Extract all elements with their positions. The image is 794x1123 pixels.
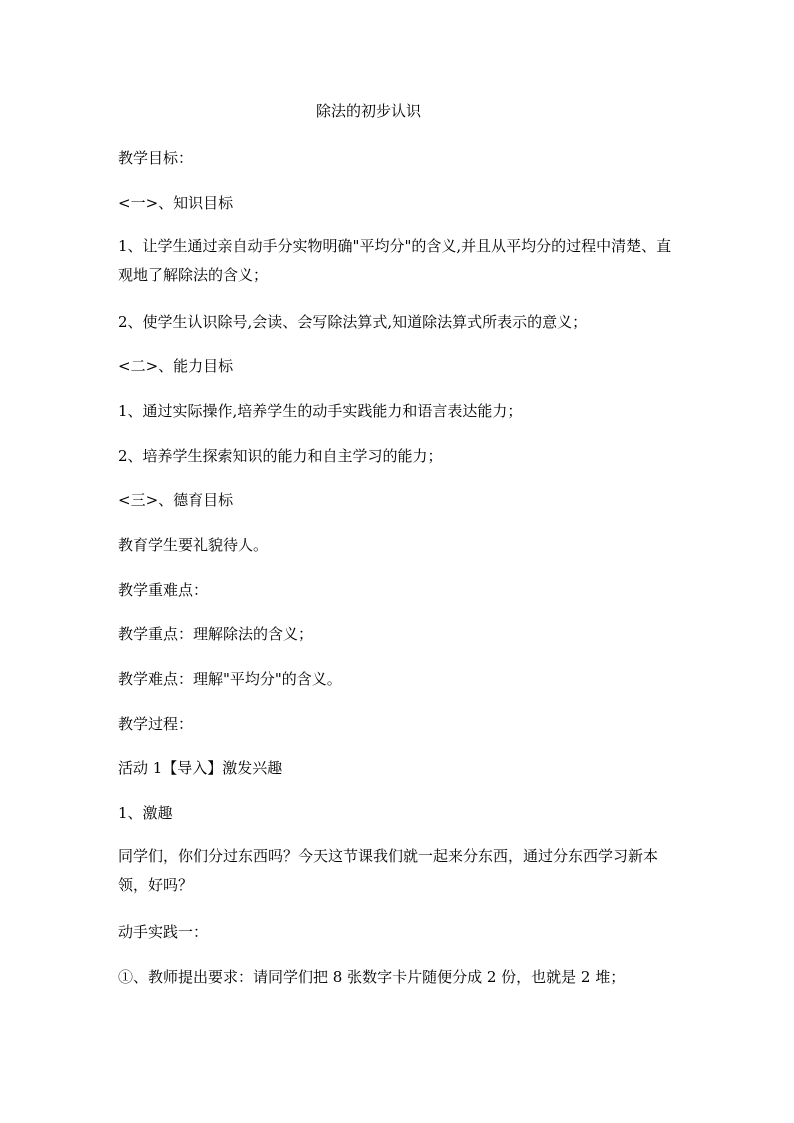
paragraph-moral-objective: <三>、德育目标 [118, 491, 234, 509]
paragraph-knowledge-objective: <一>、知识目标 [118, 194, 234, 212]
paragraph-knowledge-item-1: 1、让学生通过亲自动手分实物明确"平均分"的含义,并且从平均分的过程中清楚、直观地了解除法的含义； [118, 237, 672, 284]
paragraph-stimulate-interest: 1、激趣 [118, 804, 173, 822]
paragraph-ability-item-1: 1、通过实际操作,培养学生的动手实践能力和语言表达能力； [118, 402, 523, 420]
paragraph-knowledge-item-2: 2、使学生认识除号,会读、会写除法算式,知道除法算式所表示的意义； [118, 313, 588, 331]
paragraph-teaching-process: 教学过程： [118, 715, 194, 733]
paragraph-intro-question: 同学们，你们分过东西吗？今天这节课我们就一起来分东西，通过分东西学习新本领，好吗？ [118, 847, 659, 894]
paragraph-key-difficult-points: 教学重难点： [118, 581, 209, 599]
paragraph-ability-item-2: 2、培养学生探索知识的能力和自主学习的能力； [118, 447, 443, 465]
paragraph-ability-objective: <二>、能力目标 [118, 357, 234, 375]
paragraph-difficult-point: 教学难点：理解"平均分"的含义。 [118, 670, 342, 688]
paragraph-activity-1: 活动 1【导入】激发兴趣 [118, 759, 283, 777]
paragraph-key-point: 教学重点：理解除法的含义； [118, 625, 314, 643]
document-title: 除法的初步认识 [315, 102, 421, 120]
paragraph-teaching-objectives: 教学目标： [118, 149, 194, 167]
paragraph-teacher-requirement: ①、教师提出要求：请同学们把 8 张数字卡片随便分成 2 份，也就是 2 堆； [118, 968, 626, 986]
paragraph-hands-on-practice: 动手实践一： [118, 923, 209, 941]
paragraph-moral-item: 教育学生要礼貌待人。 [118, 536, 269, 554]
